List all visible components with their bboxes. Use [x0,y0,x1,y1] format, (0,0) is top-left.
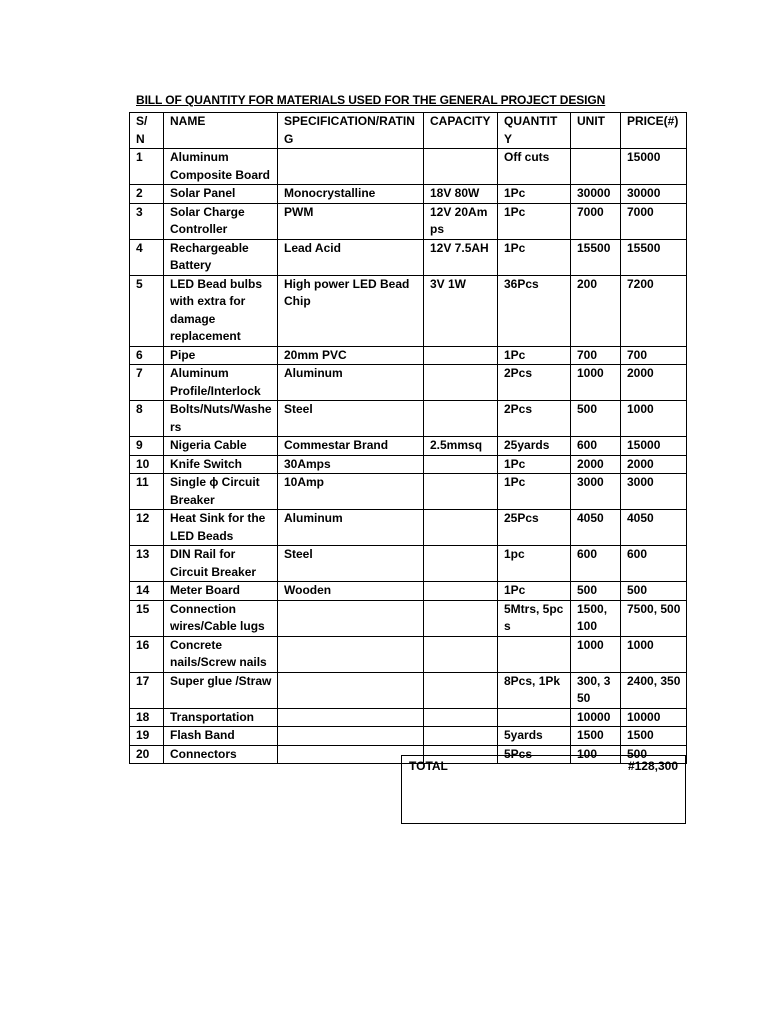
cell-specification [278,672,424,708]
cell-quantity: 2Pcs [498,365,571,401]
bill-of-quantity-table [129,112,687,764]
cell-quantity: 1Pc [498,203,571,239]
cell-quantity: 5Pcs [498,745,571,764]
cell-specification: Monocrystalline [278,185,424,204]
cell-specification [278,727,424,746]
cell-unit: 200 [571,275,621,346]
cell-quantity: 8Pcs, 1Pk [498,672,571,708]
cell-capacity [424,401,498,437]
cell-name: Transportation [164,708,278,727]
header-specification: SPECIFICATION/RATIN G [278,113,424,149]
cell-sn: 12 [130,510,164,546]
cell-unit: 700 [571,346,621,365]
cell-price: 500 [621,745,687,764]
cell-quantity [498,708,571,727]
cell-specification: 30Amps [278,455,424,474]
cell-capacity [424,510,498,546]
cell-sn: 13 [130,546,164,582]
cell-sn: 5 [130,275,164,346]
cell-quantity: 1Pc [498,582,571,601]
cell-name: DIN Rail for Circuit Breaker [164,546,278,582]
cell-price: 2000 [621,455,687,474]
table-row [130,203,687,239]
cell-price: 1500 [621,727,687,746]
cell-price: 2400, 350 [621,672,687,708]
cell-name: Bolts/Nuts/Washers [164,401,278,437]
cell-unit: 10000 [571,708,621,727]
cell-quantity: 1Pc [498,455,571,474]
cell-sn: 9 [130,437,164,456]
cell-price: 7000 [621,203,687,239]
header-quantity: QUANTIT Y [498,113,571,149]
cell-unit: 500 [571,582,621,601]
cell-sn: 6 [130,346,164,365]
cell-name: Nigeria Cable [164,437,278,456]
cell-specification: Steel [278,546,424,582]
cell-sn: 8 [130,401,164,437]
document-title: BILL OF QUANTITY FOR MATERIALS USED FOR THE GENERAL PROJECT DESIGN [136,93,606,107]
table-row [130,365,687,401]
cell-quantity: 1Pc [498,346,571,365]
cell-unit: 30000 [571,185,621,204]
cell-specification: Lead Acid [278,239,424,275]
cell-name: LED Bead bulbs with extra for damage replacement [164,275,278,346]
cell-sn: 11 [130,474,164,510]
table-row [130,455,687,474]
cell-name: Rechargeable Battery [164,239,278,275]
header-capacity: CAPACITY [424,113,498,149]
cell-capacity [424,582,498,601]
cell-specification [278,636,424,672]
cell-capacity [424,455,498,474]
cell-capacity [424,672,498,708]
cell-specification: Aluminum [278,365,424,401]
cell-price: 7200 [621,275,687,346]
cell-price: 7500, 500 [621,600,687,636]
cell-sn: 2 [130,185,164,204]
cell-price: 15000 [621,149,687,185]
cell-sn: 3 [130,203,164,239]
cell-capacity [424,546,498,582]
cell-name: Aluminum Profile/Interlock [164,365,278,401]
cell-quantity: 25Pcs [498,510,571,546]
cell-specification: 20mm PVC [278,346,424,365]
header-name: NAME [164,113,278,149]
cell-sn: 4 [130,239,164,275]
header-row [130,113,687,149]
cell-price: 600 [621,546,687,582]
cell-unit: 2000 [571,455,621,474]
cell-quantity: 1Pc [498,185,571,204]
table-row [130,672,687,708]
cell-sn: 19 [130,727,164,746]
total-value: #128,300 [627,759,678,773]
cell-sn: 20 [130,745,164,764]
cell-capacity [424,636,498,672]
table-row [130,546,687,582]
cell-price: 15000 [621,437,687,456]
cell-name: Pipe [164,346,278,365]
cell-specification [278,149,424,185]
cell-name: Connectors [164,745,278,764]
total-label: TOTAL [409,759,448,773]
cell-quantity: 2Pcs [498,401,571,437]
cell-unit: 300, 350 [571,672,621,708]
cell-sn: 10 [130,455,164,474]
cell-specification [278,708,424,727]
cell-sn: 16 [130,636,164,672]
header-sn: S/ N [130,113,164,149]
cell-unit: 500 [571,401,621,437]
cell-sn: 18 [130,708,164,727]
cell-quantity: 1pc [498,546,571,582]
cell-quantity: 1Pc [498,239,571,275]
cell-capacity: 12V 20Amps [424,203,498,239]
cell-name: Knife Switch [164,455,278,474]
cell-price: 15500 [621,239,687,275]
cell-quantity: 5Mtrs, 5pcs [498,600,571,636]
table-row [130,185,687,204]
table-row [130,582,687,601]
table-row [130,239,687,275]
cell-quantity [498,636,571,672]
cell-capacity [424,708,498,727]
table-row [130,600,687,636]
cell-specification: High power LED Bead Chip [278,275,424,346]
cell-name: Aluminum Composite Board [164,149,278,185]
cell-quantity: 5yards [498,727,571,746]
cell-specification: PWM [278,203,424,239]
cell-name: Solar Panel [164,185,278,204]
table-row [130,636,687,672]
cell-price: 500 [621,582,687,601]
table-row [130,346,687,365]
cell-name: Connection wires/Cable lugs [164,600,278,636]
cell-specification: Commestar Brand [278,437,424,456]
table-row [130,437,687,456]
cell-capacity: 18V 80W [424,185,498,204]
table-row [130,401,687,437]
cell-capacity [424,149,498,185]
total-box [401,755,686,824]
cell-sn: 7 [130,365,164,401]
cell-price: 30000 [621,185,687,204]
cell-capacity [424,346,498,365]
cell-specification: 10Amp [278,474,424,510]
cell-unit: 100 [571,745,621,764]
cell-unit: 1500 [571,727,621,746]
cell-capacity [424,474,498,510]
table-row [130,474,687,510]
cell-sn: 14 [130,582,164,601]
cell-sn: 17 [130,672,164,708]
header-price: PRICE(#) [621,113,687,149]
cell-capacity: 2.5mmsq [424,437,498,456]
cell-name: Flash Band [164,727,278,746]
cell-specification: Wooden [278,582,424,601]
table-row [130,708,687,727]
cell-price: 1000 [621,636,687,672]
table-row [130,510,687,546]
cell-specification [278,600,424,636]
cell-sn: 1 [130,149,164,185]
cell-quantity: 25yards [498,437,571,456]
cell-price: 1000 [621,401,687,437]
cell-name: Heat Sink for the LED Beads [164,510,278,546]
cell-quantity: 1Pc [498,474,571,510]
cell-name: Concrete nails/Screw nails [164,636,278,672]
cell-unit: 1000 [571,365,621,401]
table-row [130,149,687,185]
cell-capacity [424,600,498,636]
cell-price: 4050 [621,510,687,546]
cell-unit: 600 [571,546,621,582]
header-unit: UNIT [571,113,621,149]
cell-unit: 15500 [571,239,621,275]
cell-unit [571,149,621,185]
cell-quantity: Off cuts [498,149,571,185]
cell-unit: 1000 [571,636,621,672]
cell-unit: 4050 [571,510,621,546]
table-row [130,727,687,746]
cell-name: Super glue /Straw [164,672,278,708]
cell-sn: 15 [130,600,164,636]
table-row [130,275,687,346]
cell-capacity: 12V 7.5AH [424,239,498,275]
cell-name: Solar Charge Controller [164,203,278,239]
cell-price: 3000 [621,474,687,510]
cell-quantity: 36Pcs [498,275,571,346]
cell-unit: 1500, 100 [571,600,621,636]
cell-price: 2000 [621,365,687,401]
cell-unit: 3000 [571,474,621,510]
table-body [130,149,687,764]
cell-capacity [424,365,498,401]
cell-capacity: 3V 1W [424,275,498,346]
cell-price: 700 [621,346,687,365]
cell-specification: Steel [278,401,424,437]
cell-capacity [424,727,498,746]
cell-specification: Aluminum [278,510,424,546]
cell-name: Single ɸ Circuit Breaker [164,474,278,510]
cell-price: 10000 [621,708,687,727]
cell-name: Meter Board [164,582,278,601]
cell-unit: 600 [571,437,621,456]
cell-unit: 7000 [571,203,621,239]
